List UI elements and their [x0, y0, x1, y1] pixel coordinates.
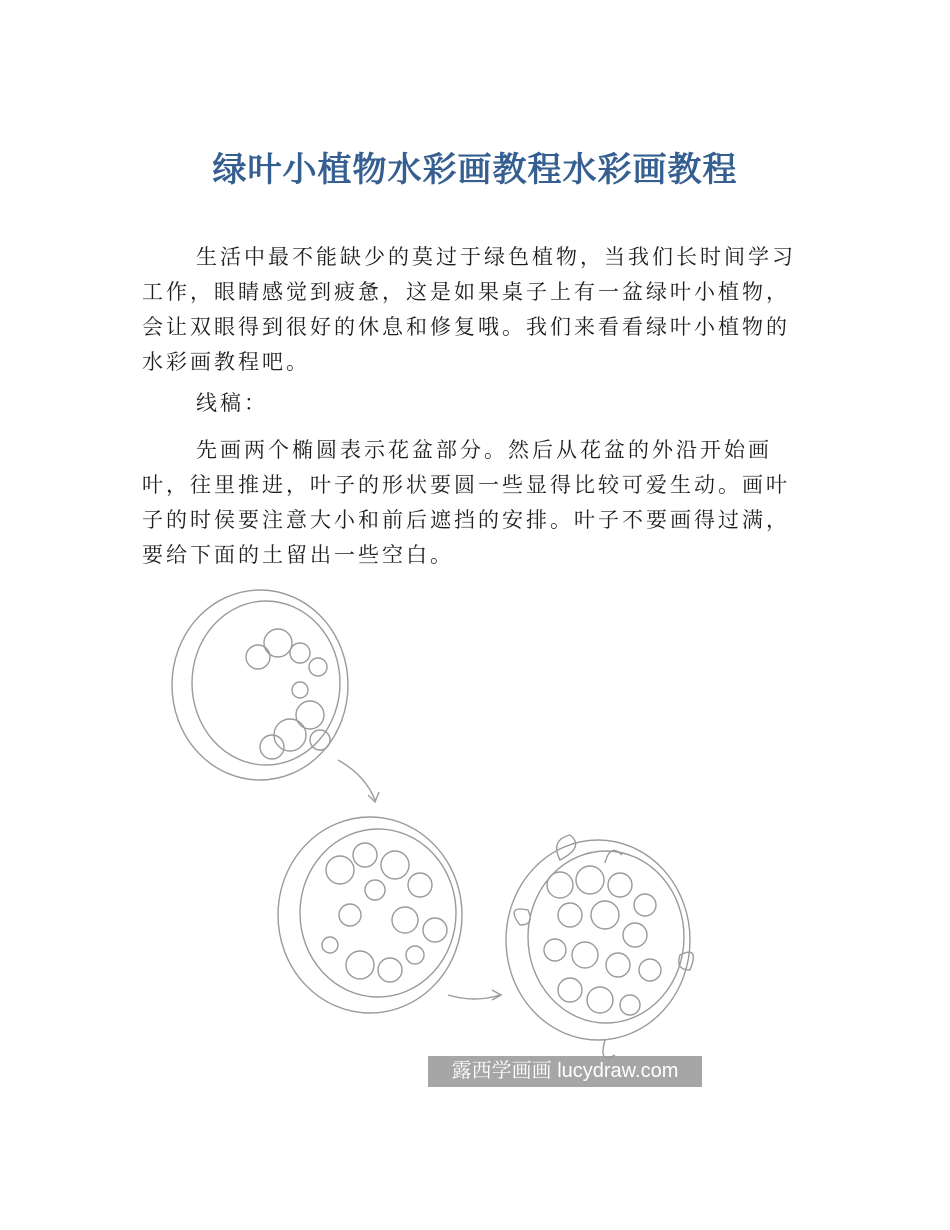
pot-sketch-1	[172, 590, 348, 780]
instruction-paragraph: 先画两个椭圆表示花盆部分。然后从花盆的外沿开始画叶，往里推进，叶子的形状要圆一些显得比较可爱生动。画叶子的时侯要注意大小和前后遮挡的安排。叶子不要画得过满，要给下面的土留出一些空白。	[142, 438, 790, 567]
section-heading-line-draft: 线稿：	[196, 391, 268, 415]
page-title: 绿叶小植物水彩画教程水彩画教程	[212, 150, 738, 190]
watermark-label: 露西学画画 lucydraw.com	[428, 1056, 702, 1087]
intro-paragraph: 生活中最不能缺少的莫过于绿色植物，当我们长时间学习工作，眼睛感觉到疲惫，这是如果桌子上有一盆绿叶小植物，会让双眼得到很好的休息和修复哦。我们来看看绿叶小植物的水彩画教程吧。	[142, 245, 796, 374]
pencil-sketch-plant-pots-icon	[160, 585, 720, 1090]
pot-sketch-2	[278, 817, 462, 1013]
pot-sketch-3	[506, 835, 693, 1058]
sketch-illustration	[160, 585, 720, 1090]
